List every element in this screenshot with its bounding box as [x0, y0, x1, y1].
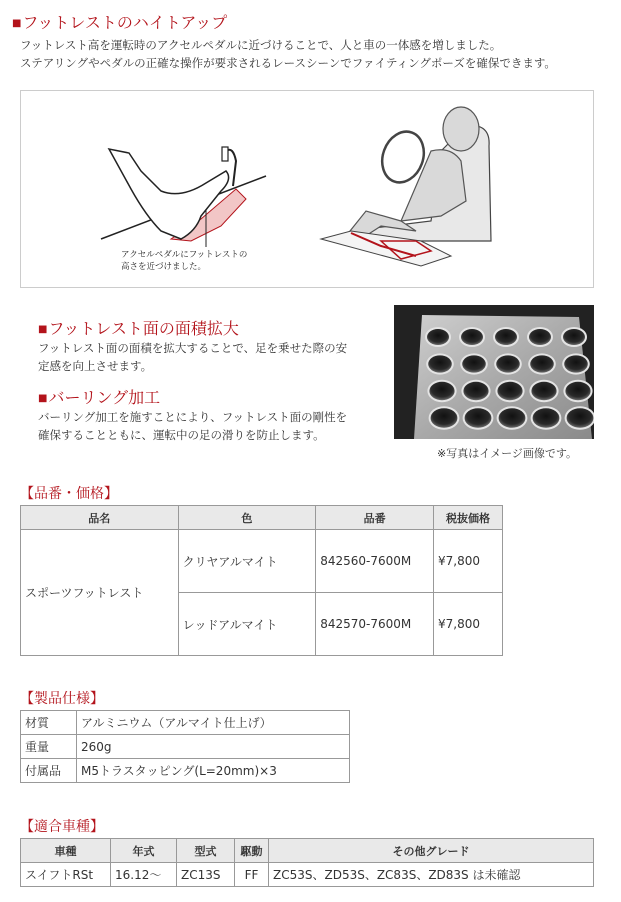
burring-hole — [495, 329, 517, 345]
foot-pedal-illustration — [101, 147, 266, 247]
part-number-cell: 842560-7600M — [316, 530, 434, 593]
table-row — [21, 759, 350, 783]
section-description-height-up — [20, 36, 615, 72]
title-text: フットレスト面の面積拡大 — [48, 319, 239, 338]
desc-line: バーリング加工を施すことにより、フットレスト面の剛性を — [38, 410, 348, 424]
burring-hole — [497, 382, 522, 400]
product-photo — [394, 305, 594, 439]
fitment-table-title: 【適合車種】 — [20, 819, 104, 835]
title-text: フットレストのハイトアップ — [22, 13, 228, 32]
color-cell: クリヤアルマイト — [178, 530, 316, 593]
burring-hole — [564, 355, 588, 372]
price-cell: ¥7,800 — [434, 530, 503, 593]
title-text: バーリング加工 — [48, 388, 161, 407]
column-header: 車種 — [21, 839, 111, 863]
desc-line: 確保することともに、運転中の足の滑りを防止します。 — [38, 428, 325, 442]
perforated-plate-image — [394, 305, 594, 439]
table-header-row — [21, 506, 503, 530]
burring-hole — [565, 382, 590, 400]
section-description-area-expansion — [38, 339, 368, 375]
burring-hole — [529, 329, 551, 345]
section-title-area-expansion — [38, 316, 239, 339]
desc-line: ステアリングやペダルの正確な操作が要求されるレースシーンでファイティングポーズを確保できます。 — [20, 56, 556, 70]
product-name-cell: スポーツフットレスト — [21, 530, 179, 656]
spec-table — [20, 710, 350, 783]
column-header: 税抜価格 — [434, 506, 503, 530]
price-table — [20, 505, 503, 656]
burring-hole — [530, 355, 554, 372]
price-table-title: 【品番・価格】 — [20, 486, 118, 502]
drive-cell: FF — [235, 863, 269, 887]
caption-line: 高さを近づけました。 — [121, 262, 207, 272]
spec-label: 重量 — [21, 735, 77, 759]
driver-illustration — [321, 107, 491, 266]
title-marker: ■ — [12, 18, 22, 29]
burring-hole — [465, 408, 492, 428]
section-title-burring — [38, 385, 160, 408]
desc-line: 定感を向上させます。 — [38, 359, 153, 373]
illustration-caption — [121, 249, 247, 273]
burring-hole — [499, 408, 526, 428]
burring-hole — [431, 408, 458, 428]
part-number-cell: 842570-7600M — [316, 593, 434, 656]
spec-value: アルミニウム（アルマイト仕上げ） — [77, 711, 350, 735]
burring-hole — [496, 355, 520, 372]
spec-label: 付属品 — [21, 759, 77, 783]
spec-label: 材質 — [21, 711, 77, 735]
burring-hole — [563, 329, 585, 345]
title-marker: ■ — [38, 393, 48, 404]
desc-line: フットレスト高を運転時のアクセルペダルに近づけることで、人と車の一体感を増しました。 — [20, 38, 502, 52]
table-row — [21, 711, 350, 735]
table-row — [21, 530, 503, 593]
table-row — [21, 735, 350, 759]
burring-hole — [462, 355, 486, 372]
burring-hole — [531, 382, 556, 400]
price-cell: ¥7,800 — [434, 593, 503, 656]
column-header: 型式 — [177, 839, 235, 863]
spec-table-title: 【製品仕様】 — [20, 691, 104, 707]
column-header: 年式 — [111, 839, 177, 863]
spec-value: 260g — [77, 735, 350, 759]
illustration-panel — [20, 90, 594, 288]
table-header-row — [21, 839, 594, 863]
year-cell: 16.12～ — [111, 863, 177, 887]
spec-value: M5トラスタッピング(L=20mm)×3 — [77, 759, 350, 783]
burring-hole — [429, 382, 454, 400]
burring-hole — [428, 355, 452, 372]
caption-line: アクセルペダルにフットレストの — [121, 250, 248, 260]
footrest-illustration — [21, 91, 595, 289]
desc-line: フットレスト面の面積を拡大することで、足を乗せた際の安 — [38, 341, 348, 355]
column-header: 駆動 — [235, 839, 269, 863]
table-row — [21, 863, 594, 887]
section-description-burring — [38, 408, 368, 444]
type-cell: ZC13S — [177, 863, 235, 887]
column-header: その他グレード — [269, 839, 594, 863]
burring-hole — [427, 329, 449, 345]
fitment-table — [20, 838, 594, 887]
burring-hole — [533, 408, 560, 428]
model-cell: スイフトRSt — [21, 863, 111, 887]
burring-hole — [461, 329, 483, 345]
other-grade-cell: ZC53S、ZD53S、ZC83S、ZD83S は未確認 — [269, 863, 594, 887]
column-header: 色 — [178, 506, 316, 530]
column-header: 品名 — [21, 506, 179, 530]
color-cell: レッドアルマイト — [178, 593, 316, 656]
title-marker: ■ — [38, 324, 48, 335]
column-header: 品番 — [316, 506, 434, 530]
photo-caption: ※写真はイメージ画像です。 — [437, 447, 578, 460]
burring-hole — [463, 382, 488, 400]
burring-hole — [567, 408, 594, 428]
section-title-height-up — [12, 10, 227, 33]
